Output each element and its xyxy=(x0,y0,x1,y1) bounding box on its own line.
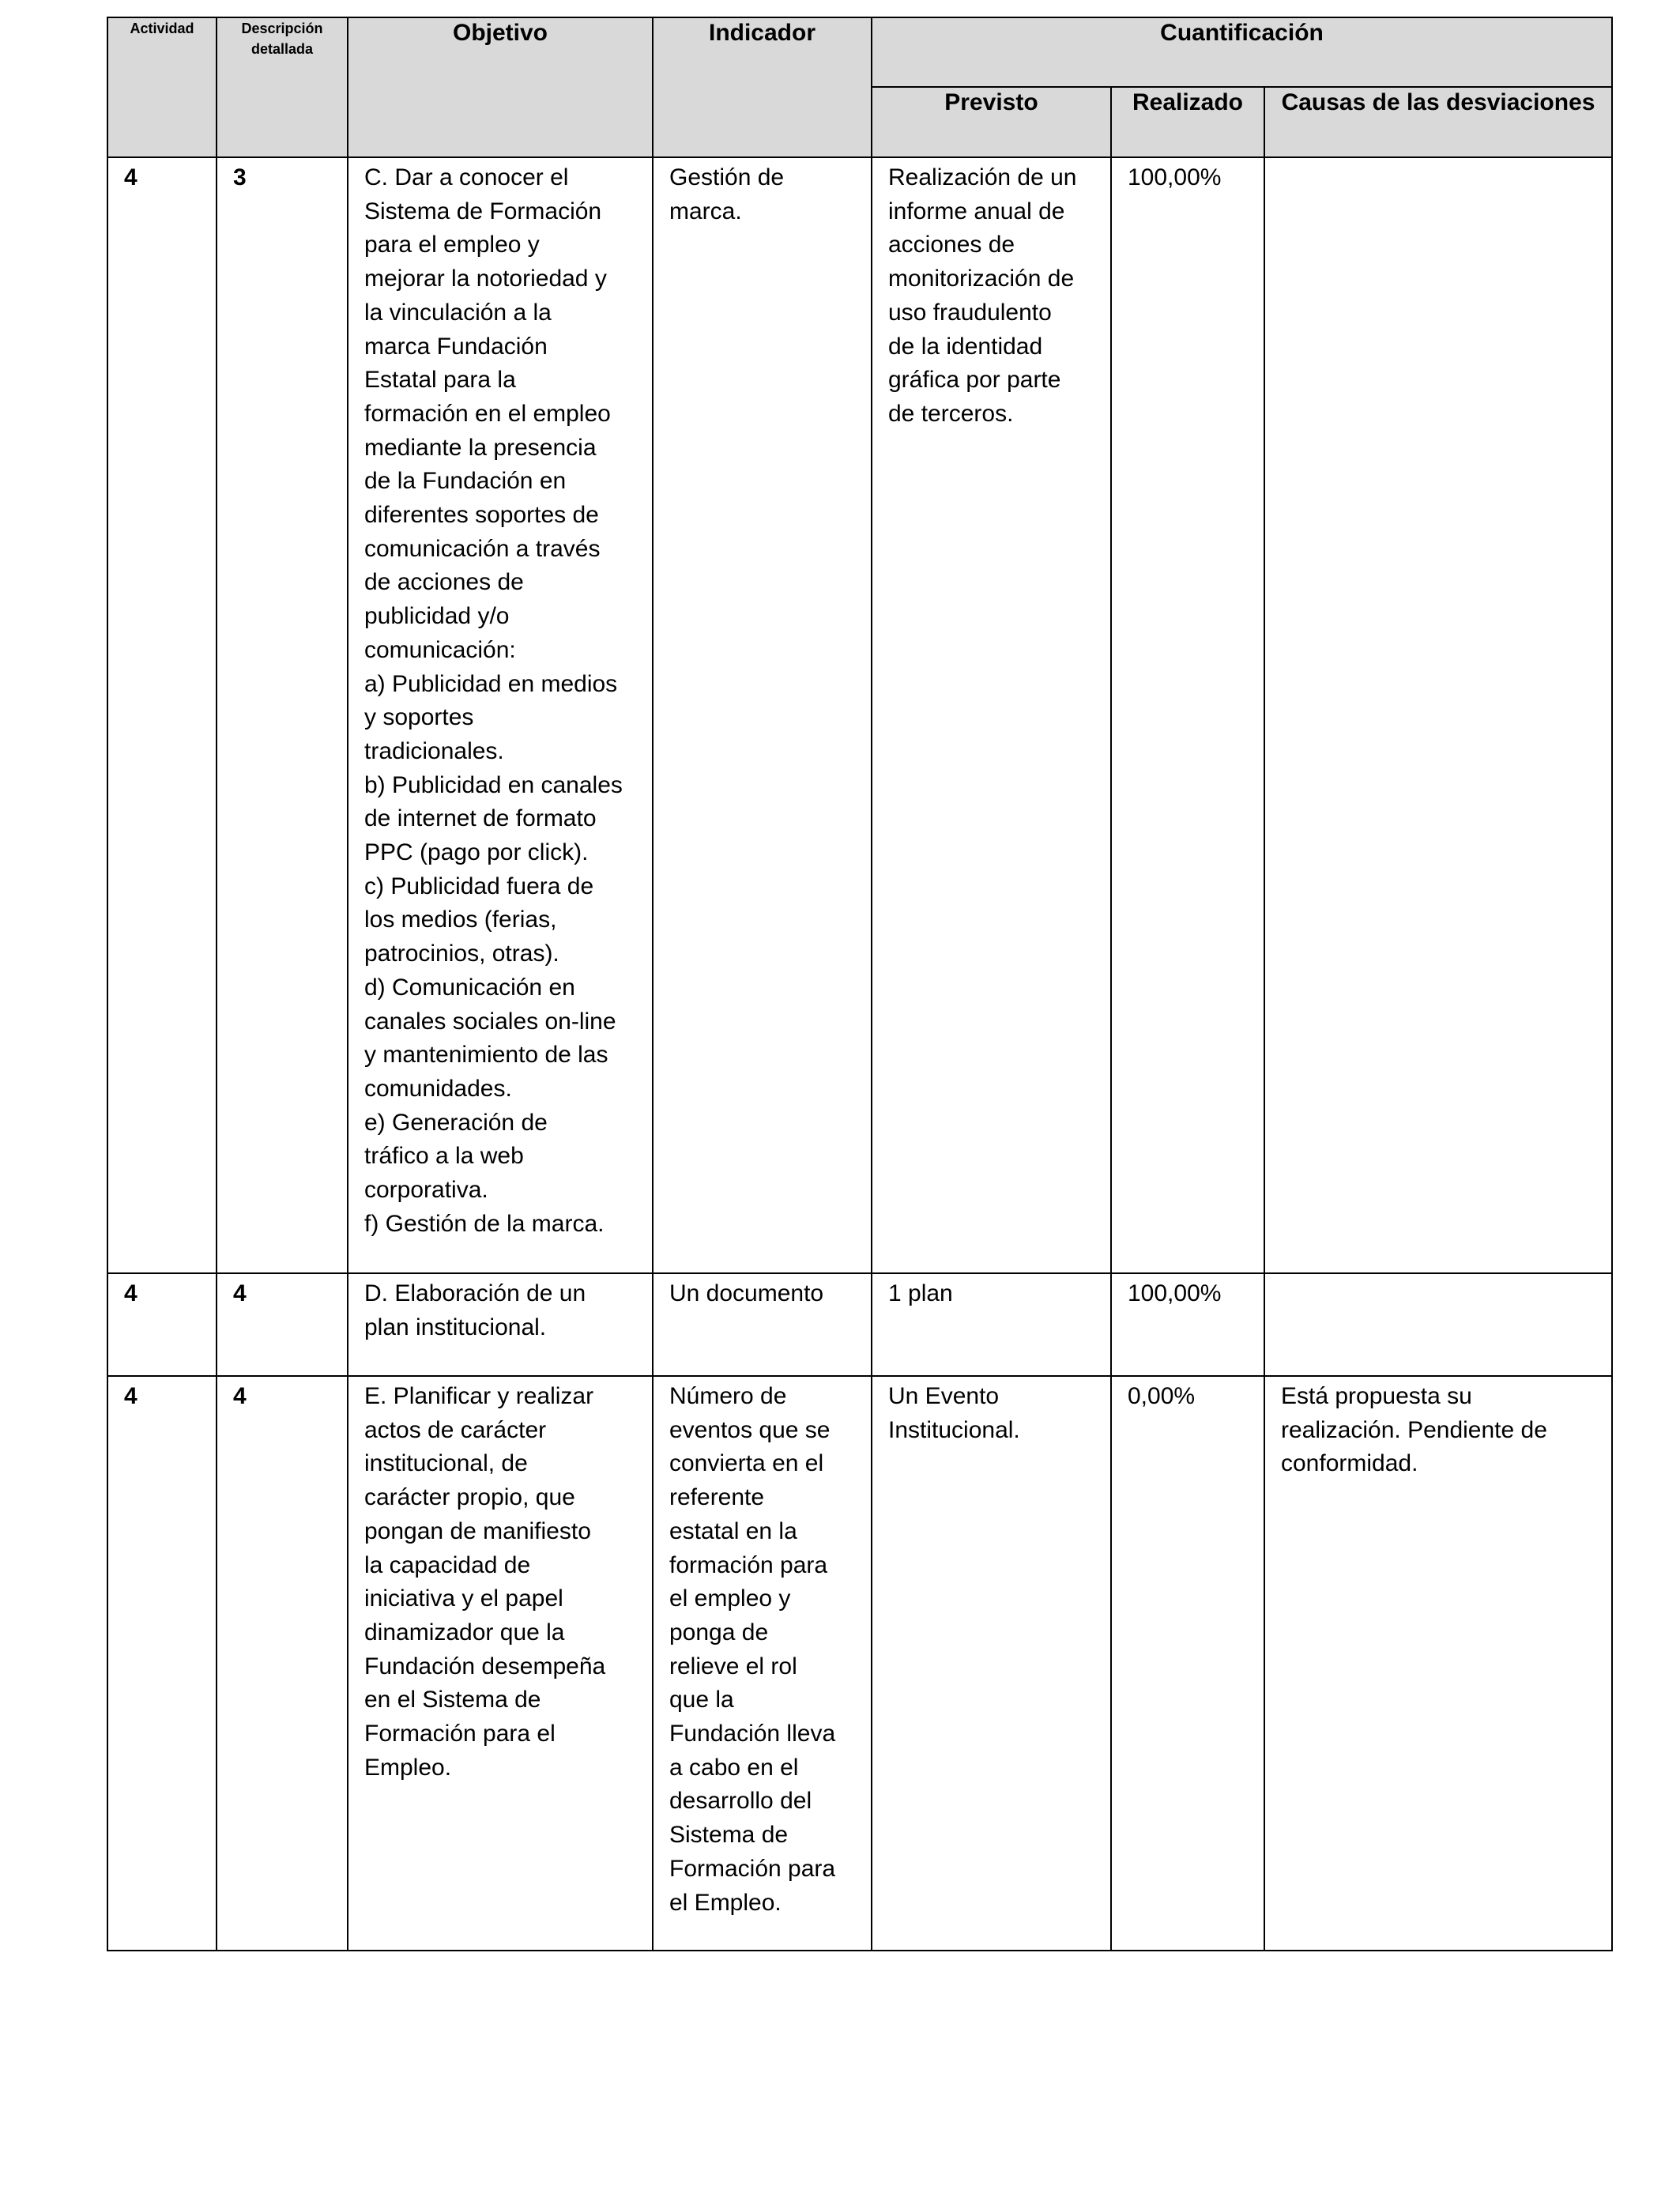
indicador-text: Número de eventos que se convierta en el referente estatal en la formación para el empleo y ponga de relieve el rol que la Fundación lleva a cabo en el desarrollo del Sistema de Formación para el Empleo. xyxy=(669,1383,836,1916)
cell-realizado xyxy=(1111,1376,1264,1951)
cell-indicador xyxy=(653,157,872,1273)
previsto-text: Realización de un informe anual de acciones de monitorización de uso fraudulento de la identidad gráfica por parte de terceros. xyxy=(888,164,1077,427)
header-descripcion: Descripción detallada xyxy=(217,17,348,157)
header-previsto: Previsto xyxy=(872,87,1111,157)
realizado-value: 100,00% xyxy=(1128,1280,1222,1306)
objetivo-text: E. Planificar y realizar actos de carácter institucional, de carácter propio, que pongan de manifiesto la capacidad de iniciativa y el papel dinamizador que la Fundación desempeña en el Sistema de Formación para el Empleo. xyxy=(364,1383,606,1781)
descripcion-value: 3 xyxy=(233,164,247,190)
cell-indicador xyxy=(653,1273,872,1376)
previsto-text: 1 plan xyxy=(888,1280,953,1306)
cell-previsto xyxy=(872,157,1111,1273)
cell-indicador xyxy=(653,1376,872,1951)
cell-objetivo xyxy=(348,1273,653,1376)
previsto-text: Un Evento Institucional. xyxy=(888,1383,1020,1443)
objetivo-text: D. Elaboración de un plan institucional. xyxy=(364,1280,586,1340)
causas-text xyxy=(1265,158,1611,168)
cell-realizado xyxy=(1111,1273,1264,1376)
header-realizado: Realizado xyxy=(1111,87,1264,157)
descripcion-value: 4 xyxy=(233,1280,247,1306)
objetivo-text: C. Dar a conocer el Sistema de Formación para el empleo y mejorar la notoriedad y la vinculación a la marca Fundación Estatal para la formación en el empleo mediante la presencia de la Fundación en diferentes soportes de comunicación a través de acciones de publicidad y/o comunicación: a) Publicidad en medios y soportes tradicionales. b) Publicidad en canales de internet de formato PPC (pago por click). c) Publicidad fuera de los medios (ferias, patrocinios, otras). d) Comunicación en canales sociales on-line y mantenimiento de las comunidades. e) Generación de tráfico a la web corporativa. f) Gestión de la marca. xyxy=(364,164,623,1237)
actividad-value: 4 xyxy=(124,1383,137,1409)
cell-descripcion xyxy=(217,157,348,1273)
cell-realizado xyxy=(1111,157,1264,1273)
cell-actividad xyxy=(107,1376,217,1951)
header-objetivo: Objetivo xyxy=(348,17,653,157)
cell-descripcion xyxy=(217,1376,348,1951)
cell-causas xyxy=(1264,1376,1612,1951)
header-indicador: Indicador xyxy=(653,17,872,157)
causas-text: Está propuesta su realización. Pendiente de conformidad. xyxy=(1281,1383,1547,1477)
causas-text xyxy=(1265,1274,1611,1284)
cell-descripcion xyxy=(217,1273,348,1376)
header-causas: Causas de las desviaciones xyxy=(1264,87,1612,157)
realizado-value: 0,00% xyxy=(1128,1383,1196,1409)
table-row xyxy=(107,1273,1612,1376)
cell-causas xyxy=(1264,1273,1612,1376)
cell-actividad xyxy=(107,1273,217,1376)
table-row xyxy=(107,1376,1612,1951)
cell-previsto xyxy=(872,1376,1111,1951)
realizado-value: 100,00% xyxy=(1128,164,1222,190)
cell-objetivo xyxy=(348,157,653,1273)
descripcion-value: 4 xyxy=(233,1383,247,1409)
header-cuantificacion: Cuantificación xyxy=(872,17,1612,87)
indicador-text: Gestión de marca. xyxy=(669,164,785,224)
cell-causas xyxy=(1264,157,1612,1273)
actividad-value: 4 xyxy=(124,1280,137,1306)
actividad-value: 4 xyxy=(124,164,137,190)
cell-previsto xyxy=(872,1273,1111,1376)
header-actividad: Actividad xyxy=(107,17,217,157)
cell-objetivo xyxy=(348,1376,653,1951)
cell-actividad xyxy=(107,157,217,1273)
indicador-text: Un documento xyxy=(669,1280,824,1306)
activity-table xyxy=(107,17,1613,1951)
table-row xyxy=(107,157,1612,1273)
